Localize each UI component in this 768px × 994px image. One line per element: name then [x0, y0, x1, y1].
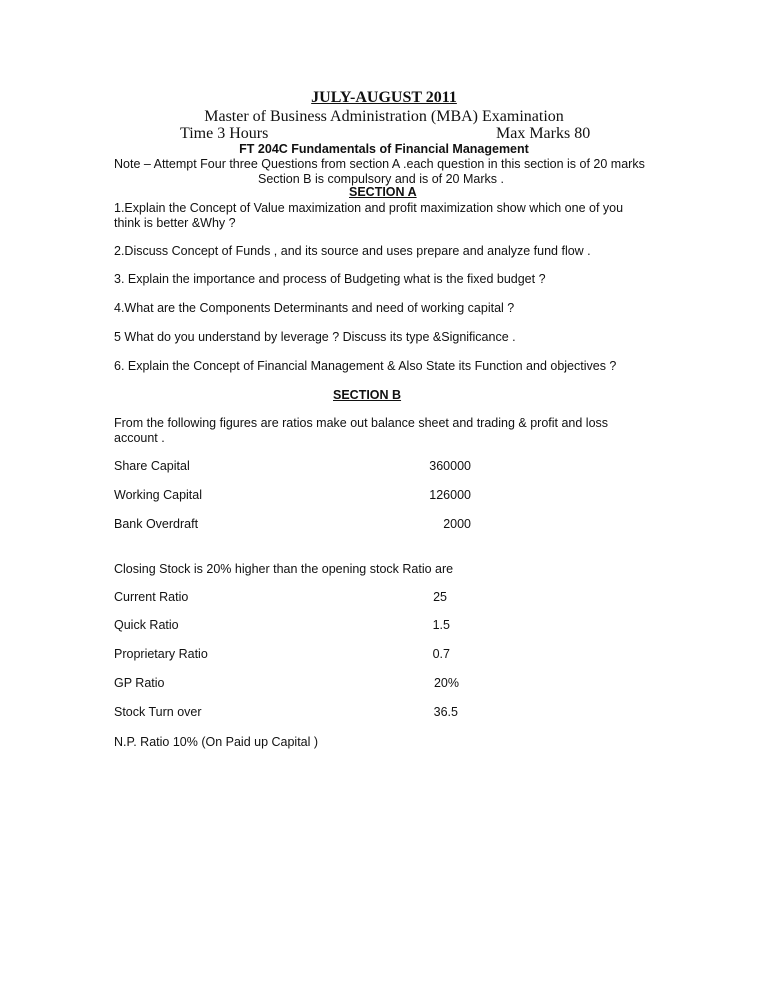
np-ratio-line: N.P. Ratio 10% (On Paid up Capital ) [114, 735, 319, 749]
closing-stock-note: Closing Stock is 20% higher than the opening stock Ratio are [114, 562, 454, 576]
question-1-line-2: think is better &Why ? [114, 216, 236, 230]
instruction-note-line-1: Note – Attempt Four three Questions from section A .each question in this section is of 20 marks [114, 157, 645, 171]
question-4: 4.What are the Components Determinants and need of working capital ? [114, 301, 515, 315]
ratio-label: Stock Turn over [114, 705, 202, 719]
question-2: 2.Discuss Concept of Funds , and its source and uses prepare and analyze fund flow . [114, 244, 591, 258]
exam-max-marks: Max Marks 80 [496, 125, 591, 142]
exam-time: Time 3 Hours [180, 125, 269, 142]
ratio-label: GP Ratio [114, 676, 165, 690]
question-3: 3. Explain the importance and process of Budgeting what is the fixed budget ? [114, 272, 546, 286]
figure-label: Share Capital [114, 459, 190, 473]
figure-value: 126000 [429, 488, 471, 502]
ratio-value: 25 [433, 590, 447, 604]
ratio-value: 36.5 [433, 705, 458, 719]
exam-session-title: JULY-AUGUST 2011 [311, 89, 457, 106]
question-1-line-1: 1.Explain the Concept of Value maximization and profit maximization show which one of you [114, 201, 624, 215]
figure-value: 360000 [429, 459, 471, 473]
instruction-note-line-2: Section B is compulsory and is of 20 Marks . [258, 172, 504, 186]
figure-value: 2000 [443, 517, 471, 531]
ratio-value: 20% [433, 676, 459, 690]
ratio-value: 1.5 [432, 618, 450, 632]
question-5: 5 What do you understand by leverage ? Discuss its type &Significance . [114, 330, 516, 344]
figure-label: Bank Overdraft [114, 517, 199, 531]
paper-title: FT 204C Fundamentals of Financial Management [239, 142, 529, 156]
ratio-label: Current Ratio [114, 590, 189, 604]
section-b-intro: From the following figures are ratios make out balance sheet and trading & profit and loss account . [114, 416, 609, 445]
ratio-label: Quick Ratio [114, 618, 179, 632]
ratio-value: 0.7 [432, 647, 450, 661]
ratio-label: Proprietary Ratio [114, 647, 208, 661]
figure-label: Working Capital [114, 488, 203, 502]
question-6: 6. Explain the Concept of Financial Management & Also State its Function and objectives ? [114, 359, 617, 373]
section-b-heading: SECTION B [333, 388, 402, 402]
exam-name: Master of Business Administration (MBA) Examination [204, 108, 564, 125]
section-a-heading: SECTION A [349, 185, 417, 199]
